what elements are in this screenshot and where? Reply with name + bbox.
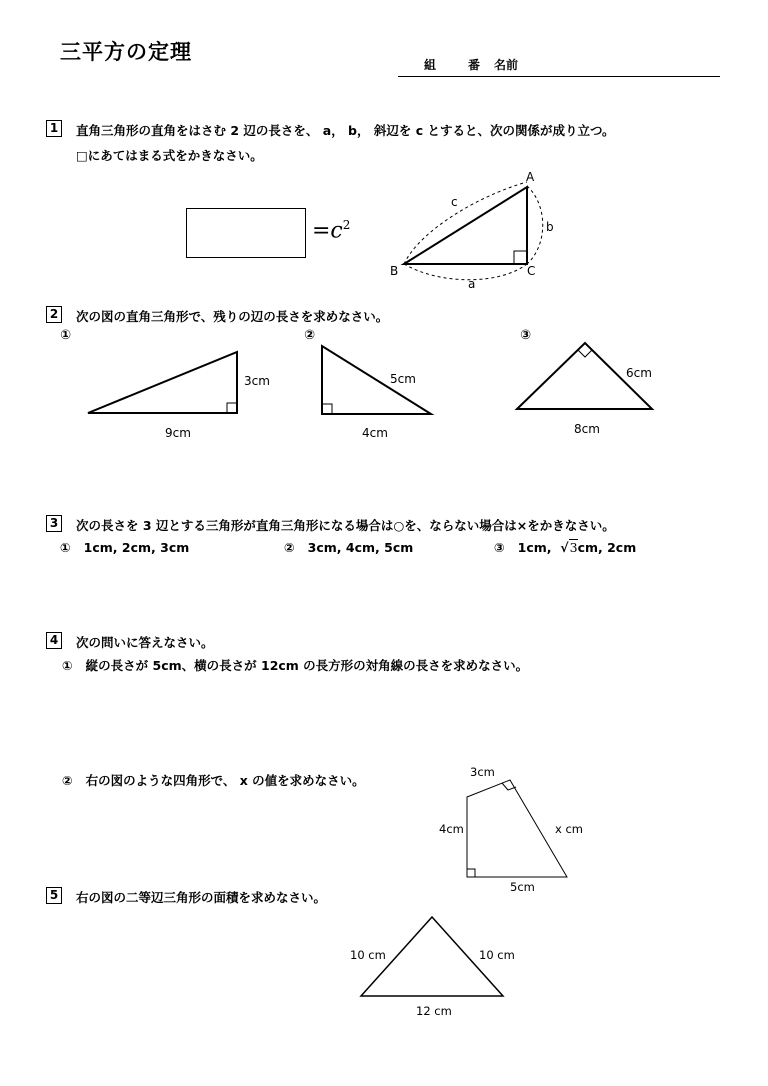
- class-label: 組: [424, 58, 437, 72]
- q2-number: 2: [46, 306, 62, 323]
- number-label: 番: [468, 58, 481, 72]
- q4-label-left: 4cm: [439, 822, 464, 836]
- q2-2-side-hyp: 5cm: [390, 372, 416, 386]
- q1-label-B: B: [390, 264, 399, 278]
- page-title: 三平方の定理: [60, 40, 192, 64]
- q1-equation: $=c^2$: [312, 218, 351, 244]
- q1-answer-box[interactable]: [186, 208, 306, 258]
- q2-mark-2: ②: [304, 328, 316, 343]
- q1-label-C: C: [527, 264, 536, 278]
- q5-label-left: 10 cm: [350, 948, 386, 962]
- q1-label-c: c: [451, 195, 458, 209]
- q1-instruction: □にあてはまる式をかきなさい。: [76, 148, 263, 163]
- q2-mark-3: ③: [520, 328, 532, 343]
- sqrt-symbol: √3: [560, 540, 578, 555]
- q2-triangle-1: [88, 352, 237, 413]
- q2-2-side-base: 4cm: [362, 426, 388, 440]
- q1-label-b: b: [546, 220, 554, 234]
- q2-3-side-leg: 6cm: [626, 366, 652, 380]
- q3-option-2: ② 3cm, 4cm, 5cm: [284, 540, 414, 555]
- q2-3-side-hyp: 8cm: [574, 422, 600, 436]
- q3-option-1: ① 1cm, 2cm, 3cm: [60, 540, 190, 555]
- q4-label-bottom: 5cm: [510, 880, 535, 894]
- q4-number: 4: [46, 632, 62, 649]
- q3-option-3: ③ 1cm, √3cm, 2cm: [494, 540, 637, 555]
- q1-label-a: a: [468, 277, 476, 291]
- q1-label-A: A: [526, 170, 535, 184]
- q4-text: 次の問いに答えなさい。: [76, 635, 214, 650]
- q5-text: 右の図の二等辺三角形の面積を求めなさい。: [76, 890, 327, 905]
- q1-text: 直角三角形の直角をはさむ 2 辺の長さを、 a， b， 斜辺を c とすると、次の関係が成り立つ。: [76, 123, 615, 138]
- q3-number: 3: [46, 515, 62, 532]
- name-label: 名前: [494, 58, 519, 72]
- q5-number: 5: [46, 887, 62, 904]
- q4-sub2: ② 右の図のような四角形で、 x の値を求めなさい。: [62, 773, 365, 788]
- q4-sub1: ① 縦の長さが 5cm、横の長さが 12cm の長方形の対角線の長さを求めなさい。: [62, 658, 529, 673]
- q4-label-right: x cm: [555, 822, 583, 836]
- q4-label-top: 3cm: [470, 765, 495, 779]
- q3-text: 次の長さを 3 辺とする三角形が直角三角形になる場合は○を、ならない場合は×をかきなさい。: [76, 518, 615, 533]
- q4-quadrilateral: [467, 780, 567, 877]
- q2-1-side-base: 9cm: [165, 426, 191, 440]
- q2-1-side-height: 3cm: [244, 374, 270, 388]
- q5-label-bottom: 12 cm: [416, 1004, 452, 1018]
- q2-mark-1: ①: [60, 328, 72, 343]
- q5-label-right: 10 cm: [479, 948, 515, 962]
- q2-text: 次の図の直角三角形で、残りの辺の長さを求めなさい。: [76, 309, 389, 324]
- q1-triangle: [404, 182, 543, 280]
- q1-number: 1: [46, 120, 62, 137]
